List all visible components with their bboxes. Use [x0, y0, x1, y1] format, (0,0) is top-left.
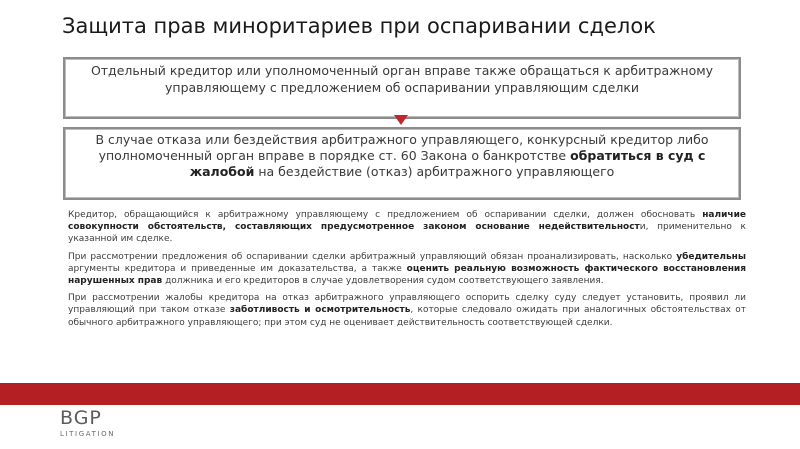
- company-logo: [60, 408, 130, 442]
- paragraph-1: [68, 209, 746, 246]
- box2-text-after: на бездействие (отказ) арбитражного управляющего: [254, 164, 615, 179]
- p1-a: Кредитор, обращающийся к арбитражному управляющему с предложением об оспаривании сделки, должен обосновать: [68, 210, 703, 220]
- p2-c: аргументы кредитора и приведенные им доказательства, а также: [68, 263, 407, 274]
- logo-sub-text: LITIGATION: [60, 430, 116, 438]
- p3-a: При рассмотрении жалобы кредитора на отказ арбитражного управляющего оспорить сделку суду следует установить, проявил ли управляющий при таком отказе: [68, 293, 746, 316]
- footer-accent-bar: [0, 383, 800, 405]
- p2-e: должника и его кредиторов в случае удовлетворения судом соответствующего заявления.: [162, 276, 604, 287]
- logo-main-text: BGP: [60, 407, 102, 429]
- p3-b: заботливость и осмотрительность: [229, 305, 411, 316]
- paragraph-3: [68, 292, 746, 329]
- box2-text-bold: обратиться в суд с жалобой: [189, 148, 706, 179]
- p2-d: оценить реальную возможность фактического восстановления нарушенных прав: [68, 263, 746, 287]
- body-text: [68, 209, 746, 334]
- p3-c: , которые следовало ожидать при аналогичных обстоятельствах от обычного арбитражного управляющего; при этом суд не оценивает действительность соответствующей сделки.: [68, 305, 746, 328]
- info-box-creditor-proposal-text: Отдельный кредитор или уполномоченный орган вправе также обращаться к арбитражному управляющему с предложением об оспаривании управляющим сделки: [90, 63, 714, 95]
- p1-b: наличие совокупности обстоятельств, составляющих предусмотренное законом основание недействительност: [68, 210, 746, 233]
- p2-b: убедительны: [676, 251, 746, 262]
- paragraph-2: [68, 251, 746, 288]
- p2-a: При рассмотрении предложения об оспаривании сделки арбитражный управляющий обязан проанализировать, насколько: [68, 251, 677, 262]
- box2-text-before: В случае отказа или бездействия арбитражного управляющего, конкурсный кредитор либо уполномоченный орган вправе в порядке ст. 60 Закона о банкротстве: [95, 132, 709, 163]
- down-arrow-icon: [394, 115, 408, 125]
- slide-title: Защита прав миноритариев при оспаривании сделок: [62, 14, 656, 38]
- info-box-creditor-proposal: [63, 57, 741, 119]
- p1-c: и, применительно к указанной им сделке.: [68, 222, 746, 245]
- info-box-court-complaint: [63, 127, 741, 200]
